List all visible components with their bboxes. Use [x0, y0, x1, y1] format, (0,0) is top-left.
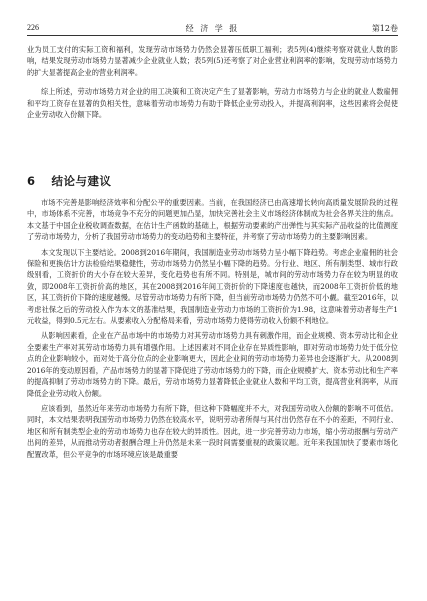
- section-number: 6: [27, 174, 36, 188]
- conclusion-body: [27, 197, 398, 460]
- upper-body: [27, 44, 398, 120]
- paragraph-continued: 业为员工支付的实际工资和福利，发现劳动市场势力仍然会显著压低职工福利；表5列(4)继续考察对就业人数的影响，结果发现劳动市场势力显著减少企业就业人数；表5列(5)还考察了对企业营业利润率的影响，发现劳动市场势力的扩大显著提高企业的营业利润率。: [27, 45, 398, 77]
- paragraph-summary: 综上所述，劳动市场势力对企业的用工决策和工资决定产生了显著影响，劳动力市场势力与企业的就业人数雇佣和平均工资存在显著的负相关性，意味着劳动市场势力有助于降低企业劳动投入，并提高利润率，这些因素将会促使企业劳动收入份额下降。: [27, 87, 398, 120]
- section-heading: [27, 173, 398, 189]
- paragraph-factors: 从影响因素看，企业在产品市场中的市场势力对其劳动市场势力具有刺激作用，而企业规模、资本劳动比和企业全要素生产率对其劳动市场势力具有增强作用。上述因素对不同企业存在异质性影响，即对劳动市场势力处于低分位点的企业影响较小，而对处于高分位点的企业影响更大，因此企业间的劳动市场势力差异也会逐渐扩大。从2008到2016年的变动原因看，产品市场势力的显著下降促进了劳动市场势力的下降，而企业规模扩大、资本劳动比和生产率的提高抑制了劳动市场势力的下降。最后，劳动市场势力显著降低企业就业人数和平均工资，提高营业利润率，从而降低企业劳动收入份额。: [27, 331, 398, 398]
- paragraph-intro: 市场不完善是影响经济效率和分配公平的重要因素。当前，在我国经济已由高速增长转向高质量发展阶段的过程中，市场体系不完善，市场竞争不充分的问题更加凸显，加快完善社会主义市场经济体制成为社会各界关注的焦点。本文基于中国企业税收调查数据，在估计生产函数的基础上，根据劳动要素的产出弹性与其实际产品收益的比值测度了劳动市场势力，分析了我国劳动市场势力的变动趋势和主要特征，并考察了劳动市场势力的主要影响因素。: [27, 198, 398, 242]
- running-header: [27, 21, 398, 36]
- paragraph-policy: 应该看到，虽然近年来劳动市场势力有所下降，但这种下降幅度并不大，对我国劳动收入份额的影响不可低估。同时，本文结果表明我国劳动市场势力仍然在较高水平，说明劳动者所得与其付出仍然存在不小的差距，不同行业、地区和所有制类型企业的劳动市场势力也存在较大的异质性。因此，进一步完善劳动力市场，缩小劳动报酬与劳动产出间的差异，从而推动劳动者报酬合理上升仍然是未来一段时间需要重视的政策议题。近年来我国加快了要素市场化配置改革，但公平竞争的市场环境应该是最重要: [27, 403, 398, 459]
- page-number: 226: [27, 23, 39, 32]
- paragraph-findings: 本文发现以下主要结论。2008到2016年期间，我国制造业劳动市场势力呈小幅下降趋势。考虑企业雇佣的社会保险和更换估计方法检验结果稳健性，劳动市场势力仍然呈小幅下降的趋势。分行业、地区、所有制类型、城市行政级别看，工资折价的大小存在较大差异，变化趋势也有所不同。特别是，城市间的劳动市场势力存在较为明显的收敛，即2008年工资折价高的地区，其在2008到2016年间工资折价的下降速度也越快，而2008年工资折价低的地区，其工资折价下降的速度越慢。尽管劳动市场势力有所下降，但当前劳动市场势力仍然不可小觑。截至2016年，以考虑社保之后的劳动投入作为本文的基准结果，我国制造业劳动力市场的工资折价为1.98，这意味着劳动者每生产1元收益，得到0.5元左右。从要素收入分配格局来看，劳动市场势力使得劳动收入份额不利地位。: [27, 247, 398, 326]
- journal-title: 经 济 学 报: [185, 24, 240, 33]
- section-title: 结论与建议: [51, 174, 112, 188]
- volume-label: 第12卷: [371, 24, 398, 33]
